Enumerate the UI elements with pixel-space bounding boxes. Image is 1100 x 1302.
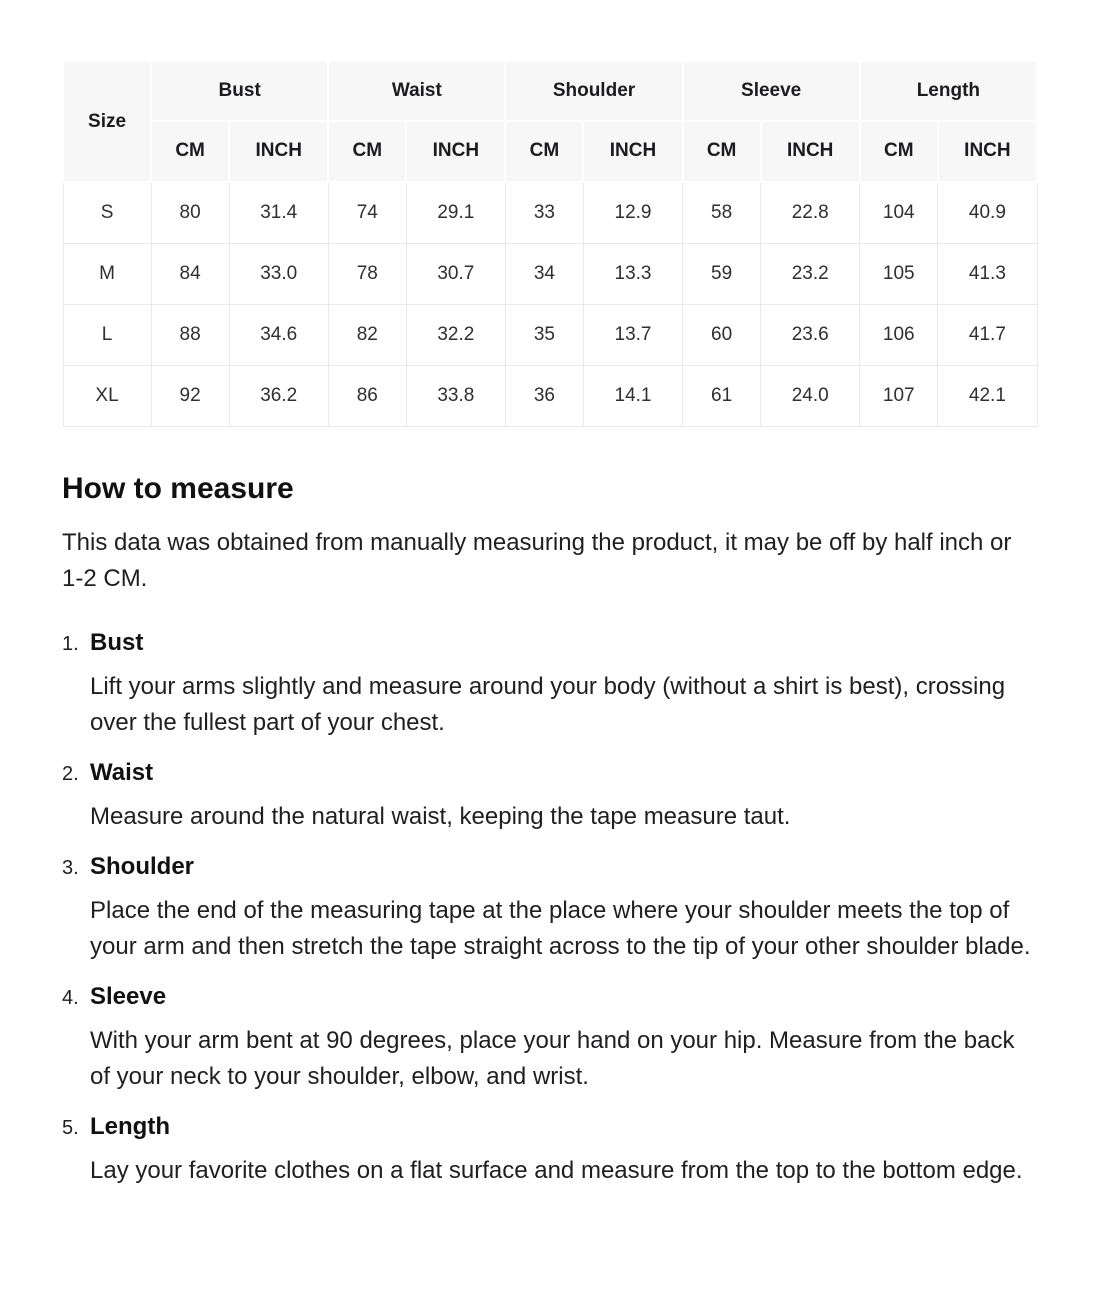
measurement-cell: 36.2	[229, 365, 328, 426]
step-description: Measure around the natural waist, keeping the tape measure taut.	[90, 802, 791, 830]
measurement-cell: 32.2	[406, 304, 505, 365]
size-row-s	[63, 182, 1037, 243]
measurement-group-row	[63, 61, 1037, 121]
size-cell: M	[63, 243, 151, 304]
measurement-cell: 34.6	[229, 304, 328, 365]
measurement-cell: 60	[683, 304, 761, 365]
measurement-cell: 104	[860, 182, 938, 243]
step-heading	[62, 979, 1038, 1015]
measurement-cell: 23.2	[761, 243, 860, 304]
step-description: Lay your favorite clothes on a flat surface and measure from the top to the bottom edge.	[90, 1156, 1023, 1184]
step-label: Sleeve	[90, 982, 167, 1010]
size-row-l	[63, 304, 1037, 365]
step-label: Bust	[90, 628, 144, 656]
measurement-cell: 59	[683, 243, 761, 304]
unit-header-waist-cm: CM	[328, 121, 406, 182]
measurement-cell: 41.3	[938, 243, 1037, 304]
measurement-cell: 12.9	[583, 182, 682, 243]
measurement-cell: 82	[328, 304, 406, 365]
step-number: 1.	[62, 632, 79, 655]
measurement-cell: 92	[151, 365, 229, 426]
measurement-cell: 31.4	[229, 182, 328, 243]
column-header-bust: Bust	[151, 61, 328, 121]
step-description: Place the end of the measuring tape at the place where your shoulder meets the top of your arm and then stretch the tape straight across to the tip of your other shoulder blade.	[90, 896, 1031, 960]
step-label: Length	[90, 1112, 170, 1140]
size-chart-body	[63, 182, 1037, 426]
measurement-cell: 30.7	[406, 243, 505, 304]
step-label: Shoulder	[90, 852, 195, 880]
measurement-cell: 107	[860, 365, 938, 426]
column-header-waist: Waist	[328, 61, 505, 121]
measurement-cell: 58	[683, 182, 761, 243]
unit-header-bust-inch: INCH	[229, 121, 328, 182]
step-number: 2.	[62, 762, 79, 785]
size-cell: S	[63, 182, 151, 243]
measurement-cell: 22.8	[761, 182, 860, 243]
unit-header-length-inch: INCH	[938, 121, 1037, 182]
measurement-cell: 106	[860, 304, 938, 365]
measurement-cell: 105	[860, 243, 938, 304]
size-cell: L	[63, 304, 151, 365]
measurement-cell: 41.7	[938, 304, 1037, 365]
measurement-cell: 34	[505, 243, 583, 304]
size-chart-table	[62, 60, 1038, 427]
measure-intro-paragraph: This data was obtained from manually measuring the product, it may be off by half inch or 1-2 CM.	[62, 528, 1012, 592]
column-header-length: Length	[860, 61, 1037, 121]
column-header-size: Size	[63, 61, 151, 182]
measurement-cell: 78	[328, 243, 406, 304]
measurement-cell: 24.0	[761, 365, 860, 426]
unit-header-shoulder-cm: CM	[505, 121, 583, 182]
how-to-measure-title: How to measure	[62, 471, 294, 505]
measure-step-bust	[62, 625, 1038, 741]
column-header-shoulder: Shoulder	[505, 61, 682, 121]
unit-header-sleeve-inch: INCH	[761, 121, 860, 182]
unit-header-shoulder-inch: INCH	[583, 121, 682, 182]
step-heading	[62, 625, 1038, 661]
measurement-cell: 33.8	[406, 365, 505, 426]
step-number: 4.	[62, 986, 79, 1009]
how-to-measure-section	[62, 471, 1038, 1189]
unit-row	[63, 121, 1037, 182]
measurement-cell: 61	[683, 365, 761, 426]
measurement-cell: 29.1	[406, 182, 505, 243]
measurement-cell: 42.1	[938, 365, 1037, 426]
unit-header-sleeve-cm: CM	[683, 121, 761, 182]
measurement-cell: 33	[505, 182, 583, 243]
size-chart-header	[63, 61, 1037, 182]
measure-step-sleeve	[62, 979, 1038, 1095]
step-heading	[62, 755, 1038, 791]
step-description: With your arm bent at 90 degrees, place your hand on your hip. Measure from the back of your neck to your shoulder, elbow, and wrist.	[90, 1026, 1015, 1090]
size-row-xl	[63, 365, 1037, 426]
unit-header-length-cm: CM	[860, 121, 938, 182]
step-number: 5.	[62, 1116, 79, 1139]
measure-step-waist	[62, 755, 1038, 835]
measurement-cell: 33.0	[229, 243, 328, 304]
measurement-cell: 14.1	[583, 365, 682, 426]
unit-header-waist-inch: INCH	[406, 121, 505, 182]
step-heading	[62, 849, 1038, 885]
step-heading	[62, 1109, 1038, 1145]
measurement-cell: 40.9	[938, 182, 1037, 243]
measure-steps-list	[62, 625, 1038, 1189]
measurement-cell: 80	[151, 182, 229, 243]
measurement-cell: 35	[505, 304, 583, 365]
measurement-cell: 13.7	[583, 304, 682, 365]
measurement-cell: 84	[151, 243, 229, 304]
measurement-cell: 36	[505, 365, 583, 426]
size-row-m	[63, 243, 1037, 304]
step-number: 3.	[62, 856, 79, 879]
step-label: Waist	[90, 758, 154, 786]
measurement-cell: 88	[151, 304, 229, 365]
size-cell: XL	[63, 365, 151, 426]
measure-step-shoulder	[62, 849, 1038, 965]
measurement-cell: 13.3	[583, 243, 682, 304]
measurement-cell: 74	[328, 182, 406, 243]
measurement-cell: 86	[328, 365, 406, 426]
measure-step-length	[62, 1109, 1038, 1189]
column-header-sleeve: Sleeve	[683, 61, 860, 121]
measurement-cell: 23.6	[761, 304, 860, 365]
unit-header-bust-cm: CM	[151, 121, 229, 182]
step-description: Lift your arms slightly and measure around your body (without a shirt is best), crossing over the fullest part of your chest.	[90, 672, 1006, 736]
